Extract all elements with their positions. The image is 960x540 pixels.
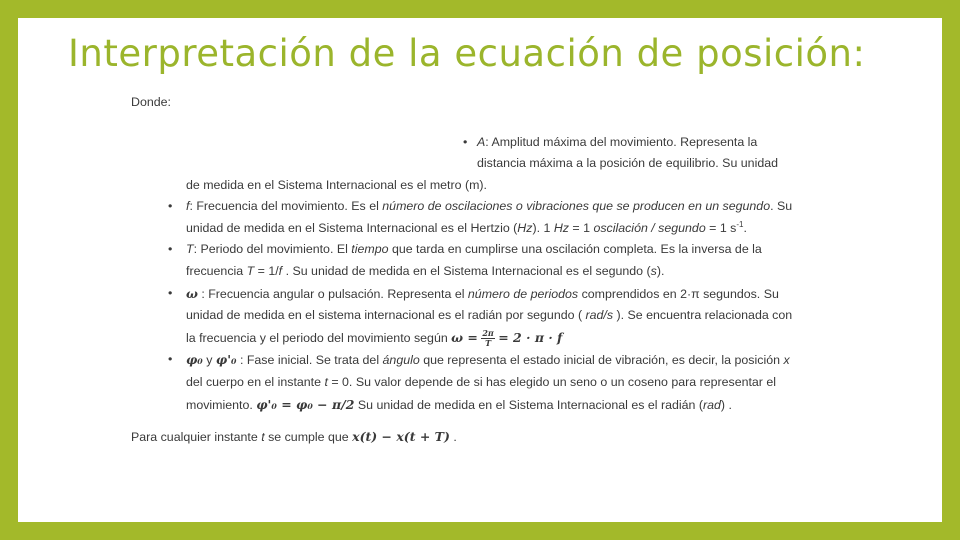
symbol-phi0: φ₀ xyxy=(186,352,203,368)
bullet-icon: • xyxy=(463,134,468,149)
definition-list xyxy=(131,175,799,417)
list-item-angular-frequency: • ω : Frecuencia angular o pulsación. Representa el número de periodos comprendidos en 2·π segundos. Su unidad de medida en el sistema internacional es el radián por segundo ( rad/s ). Se encuentra relacionada con la frecuencia y el periodo del movimiento según ω = $\frac{2\pi}{T}$ = 2 · π · f xyxy=(131,283,799,350)
equation-phase: φ'₀ = φ₀ − π/2 xyxy=(256,396,355,412)
symbol-a: A xyxy=(477,134,486,149)
list-item-initial-phase: • φ₀ y φ'₀ : Fase inicial. Se trata del ángulo que representa el estado inicial de vibración, es decir, la posición x del cuerpo en el instante t = 0. Su valor depende de si has elegido un seno o un coseno para representar el movimiento. φ'₀ = φ₀ − π/2 Su unidad de medida en el Sistema Internacional es el radián (rad) . xyxy=(131,349,799,416)
bullet-icon: • xyxy=(168,242,173,257)
symbol-f: f xyxy=(186,199,190,214)
symbol-omega: ω xyxy=(186,285,198,301)
list-item-amplitude: • A: Amplitud máxima del movimiento. Representa la distancia máxima a la posición de equilibrio. Su unidad xyxy=(131,132,799,175)
footer-note: Para cualquier instante t se cumple que x(t) − x(t + T) . xyxy=(131,429,457,445)
fraction-2pi-over-t: $\frac{2\pi}{T}$ xyxy=(482,327,494,348)
slide xyxy=(18,18,942,522)
equation-periodicity: x(t) − x(t + T) xyxy=(352,429,450,445)
bullet-icon: • xyxy=(168,352,173,367)
content-screenshot xyxy=(131,92,799,449)
donde-label: Donde: xyxy=(131,95,171,109)
bullet-icon: • xyxy=(168,285,173,300)
list-item-frequency: • f: Frecuencia del movimiento. Es el número de oscilaciones o vibraciones que se producen en un segundo. Su unidad de medida en el Sistema Internacional es el Hertzio (Hz). 1 Hz = 1 oscilación / segundo = 1 $s^{-1}$. xyxy=(131,196,799,239)
symbol-t: T xyxy=(186,242,194,257)
bullet-icon: • xyxy=(168,199,173,214)
list-item-period: • T: Periodo del movimiento. El tiempo que tarda en cumplirse una oscilación completa. Es la inversa de la frecuencia T = 1/f . Su unidad de medida en el Sistema Internacional es el segundo (s). xyxy=(131,239,799,282)
equation-omega: ω = xyxy=(451,329,478,345)
list-item-amplitude-continuation: de medida en el Sistema Internacional es el metro (m). xyxy=(186,177,487,192)
symbol-phi0-prime: φ'₀ xyxy=(215,352,237,368)
slide-title: Interpretación de la ecuación de posición: xyxy=(68,32,866,75)
